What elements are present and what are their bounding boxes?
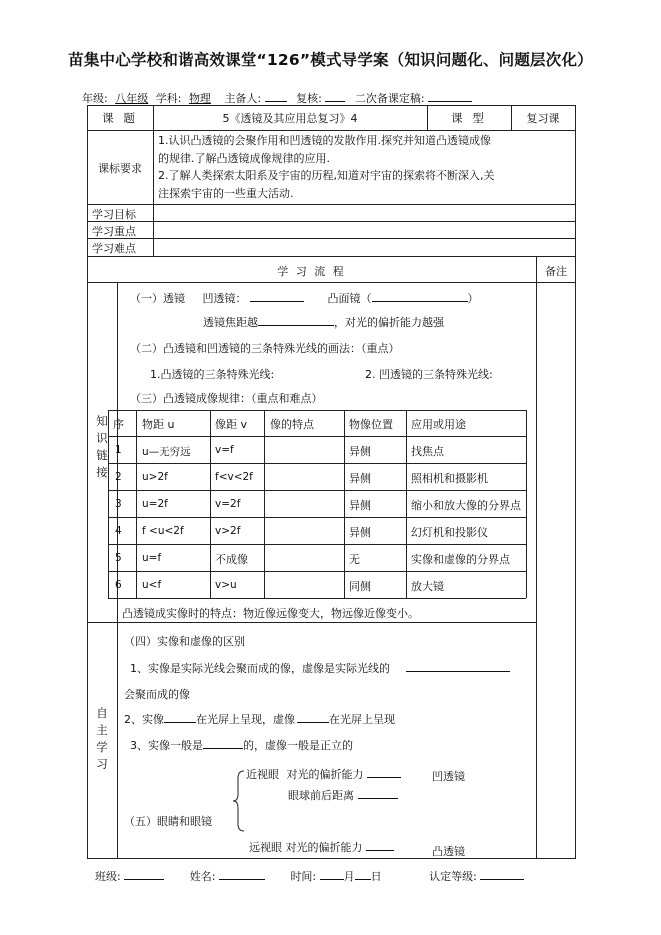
standards-line: 1.认识凸透镜的会聚作用和凹透镜的发散作用.探究并知道凸透镜成像 [158, 134, 491, 147]
imaging-table-line [526, 410, 527, 598]
myopia-power-label: 对光的偏折能力 [286, 768, 364, 781]
notes-label: 备注 [545, 265, 567, 278]
preparer-label: 主备人: [224, 92, 262, 105]
real-virtual-q2-text-c: 在光屏上呈现 [329, 713, 395, 726]
imaging-table-line [344, 410, 345, 598]
side-char: 识 [96, 431, 108, 445]
day-field[interactable] [355, 869, 371, 880]
row1-index: 1 [115, 444, 122, 456]
section-imaging: （三）凸透镜成像规律：（重点和难点） [130, 392, 323, 405]
subject-value[interactable]: 物理 [188, 92, 211, 105]
side-column-line [117, 282, 118, 858]
eyeball-length-label: 眼球前后距离 [288, 789, 354, 802]
name-field[interactable] [219, 869, 265, 880]
side-char: 习 [96, 757, 108, 771]
type-value: 复习课 [526, 112, 560, 125]
eyeball-length-field[interactable] [358, 788, 398, 799]
name-label: 姓名: [189, 870, 216, 883]
row1-u: u—无穷远 [142, 446, 191, 458]
row6-application: 放大镜 [411, 580, 444, 593]
meta-line [82, 90, 472, 106]
real-virtual-q1-text: 1、实像是实际光线会聚而成的像，虚像是实际光线的 [130, 662, 390, 675]
hyperopia-label: 远视眼 [249, 841, 282, 854]
row2-u: u>2f [142, 471, 168, 483]
convex-mirror-close: ） [467, 292, 479, 305]
row6-v: v>u [215, 579, 237, 591]
focal-length-field[interactable] [258, 315, 334, 326]
imaging-table-line [136, 410, 137, 598]
row5-position: 无 [349, 553, 360, 566]
focal-length-text: 透镜焦距越 [203, 316, 258, 329]
concave-lens-field[interactable] [250, 291, 304, 302]
row4-index: 4 [115, 525, 122, 537]
concave-lens-correction: 凹透镜 [432, 770, 465, 783]
focal-length-line [203, 314, 444, 330]
side-char: 知 [96, 414, 108, 428]
real-virtual-q3 [130, 737, 353, 753]
imaging-table-line [108, 544, 526, 545]
table-line [87, 256, 576, 257]
table-line [87, 204, 576, 205]
topic-value: 5《透镜及其应用总复习》4 [222, 112, 358, 125]
row3-application: 缩小和放大像的分界点 [411, 499, 521, 512]
self-study-side-label [94, 705, 110, 773]
type-label: 课 型 [451, 111, 487, 125]
real-virtual-q2-text-b: 在光屏上呈现，虚像 [196, 713, 295, 726]
convex-rays-label: 1.凸透镜的三条特殊光线: [150, 368, 275, 381]
flow-label: 学 习 流 程 [277, 265, 346, 278]
eyeball-row [288, 787, 398, 803]
month-field[interactable] [320, 869, 344, 880]
imaging-table-line [406, 410, 407, 598]
real-virtual-q2-text-a: 2、实像 [124, 713, 164, 726]
hyperopia-power-label: 对光的偏折能力 [285, 841, 363, 854]
row3-v: v=2f [215, 498, 241, 510]
side-char: 学 [96, 740, 108, 754]
side-char: 接 [96, 465, 108, 479]
real-virtual-q3-text-b: 的，虚像一般是正立的 [243, 739, 353, 752]
reviewer-label: 复核: [296, 92, 322, 105]
section-lens-title: （一）透镜 [130, 292, 185, 305]
real-virtual-q3-text-a: 3、实像一般是 [130, 739, 203, 752]
col-header-image-features: 像的特点 [270, 418, 314, 431]
hyperopia-row [249, 839, 394, 855]
row4-u: f <u<2f [142, 525, 184, 537]
class-field[interactable] [124, 869, 164, 880]
side-char: 主 [96, 723, 108, 737]
table-border-right [575, 105, 576, 858]
table-border-top [87, 105, 576, 106]
table-border-left [87, 105, 88, 858]
section-rays: （二）凸透镜和凹透镜的三条特殊光线的画法：（重点） [130, 342, 400, 355]
col-header-index: 序 [113, 418, 124, 431]
standards-line: 注探索宇宙的一些重大活动. [158, 186, 294, 200]
second-review-label: 二次备课定稿: [354, 92, 425, 105]
section-divider [87, 622, 536, 623]
row1-v: v=f [215, 444, 234, 456]
imaging-table-line [210, 410, 211, 598]
month-label: 月 [343, 870, 355, 883]
table-line [87, 130, 576, 131]
real-virtual-q1-field[interactable] [406, 661, 510, 672]
convex-mirror-field[interactable] [372, 291, 468, 302]
real-virtual-q1 [130, 660, 510, 676]
reviewer-field[interactable] [325, 91, 345, 102]
row5-application: 实像和虚像的分界点 [411, 553, 510, 566]
row5-index: 5 [115, 552, 122, 564]
real-virtual-q1-cont: 会聚而成的像 [124, 688, 190, 701]
grade-label: 年级: [82, 92, 108, 105]
table-line [153, 105, 154, 256]
row4-v: v>2f [215, 525, 241, 537]
row1-position: 异侧 [349, 445, 371, 458]
row3-u: u=2f [142, 498, 168, 510]
row3-position: 异侧 [349, 499, 371, 512]
notes-column-line [536, 256, 537, 858]
page-title: 苗集中心学校和谐高效课堂“126”模式导学案（知识问题化、问题层次化） [68, 51, 593, 69]
time-label: 时间: [290, 870, 317, 883]
myopia-power-field[interactable] [367, 767, 401, 778]
side-char: 链 [96, 448, 108, 462]
row5-u: u=f [142, 552, 162, 564]
col-header-object-distance: 物距 u [142, 418, 175, 431]
col-header-application: 应用或用途 [411, 418, 466, 431]
imaging-table-line [108, 598, 526, 599]
hyperopia-power-field[interactable] [366, 840, 394, 851]
real-virtual-q2 [124, 711, 395, 727]
standards-label: 课标要求 [98, 162, 142, 175]
real-image-screen-field[interactable] [164, 712, 196, 723]
col-header-position: 物像位置 [349, 418, 393, 431]
row3-index: 3 [115, 498, 122, 510]
row2-position: 异侧 [349, 472, 371, 485]
table-line [87, 282, 576, 283]
concave-rays-label: 2. 凹透镜的三条特殊光线: [365, 368, 493, 381]
focal-length-text-end: ，对光的偏折能力越强 [334, 316, 444, 329]
convex-mirror-label: 凸面镜（ [327, 292, 372, 305]
section-lens [130, 290, 479, 306]
table-line [87, 221, 576, 222]
topic-label: 课 题 [102, 111, 138, 125]
grade-value[interactable]: 八年级 [115, 92, 149, 105]
side-char: 自 [96, 706, 108, 720]
day-label: 日 [370, 870, 382, 883]
table-line [87, 238, 576, 239]
myopia-label: 近视眼 [246, 768, 279, 781]
key-point-label: 学习重点 [92, 225, 136, 238]
row4-position: 异侧 [349, 526, 371, 539]
standards-line: 的规律.了解凸透镜成像规律的应用. [158, 151, 330, 165]
row4-application: 幻灯机和投影仪 [411, 526, 488, 539]
imaging-table-line [108, 436, 526, 437]
row1-application: 找焦点 [411, 445, 444, 458]
footer [95, 868, 524, 884]
row6-position: 同侧 [349, 580, 371, 593]
imaging-table-line [108, 463, 526, 464]
row2-application: 照相机和摄影机 [411, 472, 488, 485]
class-label: 班级: [95, 870, 121, 883]
col-header-image-distance: 像距 v [215, 418, 248, 431]
section-real-virtual: （四）实像和虚像的区别 [124, 635, 245, 648]
virtual-image-screen-field[interactable] [297, 712, 329, 723]
imaging-table-line [108, 410, 526, 411]
row2-v: f<v<2f [215, 471, 253, 483]
real-image-orientation-field[interactable] [203, 738, 243, 749]
table-border-bottom [87, 858, 576, 859]
myopia-row [246, 766, 401, 782]
difficulty-label: 学习难点 [92, 242, 136, 255]
second-review-field[interactable] [428, 91, 472, 102]
row5-v: 不成像 [215, 553, 248, 566]
grade-level-field[interactable] [480, 869, 524, 880]
row2-index: 2 [115, 471, 122, 483]
row6-index: 6 [115, 579, 122, 591]
row6-u: u<f [142, 579, 162, 591]
imaging-table-line [264, 410, 265, 598]
concave-lens-label: 凹透镜： [202, 292, 247, 305]
convex-lens-correction: 凸透镜 [432, 845, 465, 858]
imaging-summary: 凸透镜成实像时的特点：物近像远像变大，物远像近像变小。 [122, 607, 419, 620]
section-eyes-glasses: （五）眼睛和眼镜 [124, 815, 212, 828]
imaging-table-line [108, 571, 526, 572]
imaging-table-line [108, 490, 526, 491]
goal-label: 学习目标 [92, 208, 136, 221]
imaging-table-line [108, 517, 526, 518]
subject-label: 学科: [155, 92, 182, 105]
standards-text [158, 132, 495, 202]
standards-line: 2.了解人类探索太阳系及宇宙的历程,知道对宇宙的探索将不断深入,关 [158, 169, 495, 182]
imaging-table-line [108, 410, 109, 598]
grade-level-label: 认定等级: [429, 870, 477, 883]
preparer-field[interactable] [265, 91, 287, 102]
